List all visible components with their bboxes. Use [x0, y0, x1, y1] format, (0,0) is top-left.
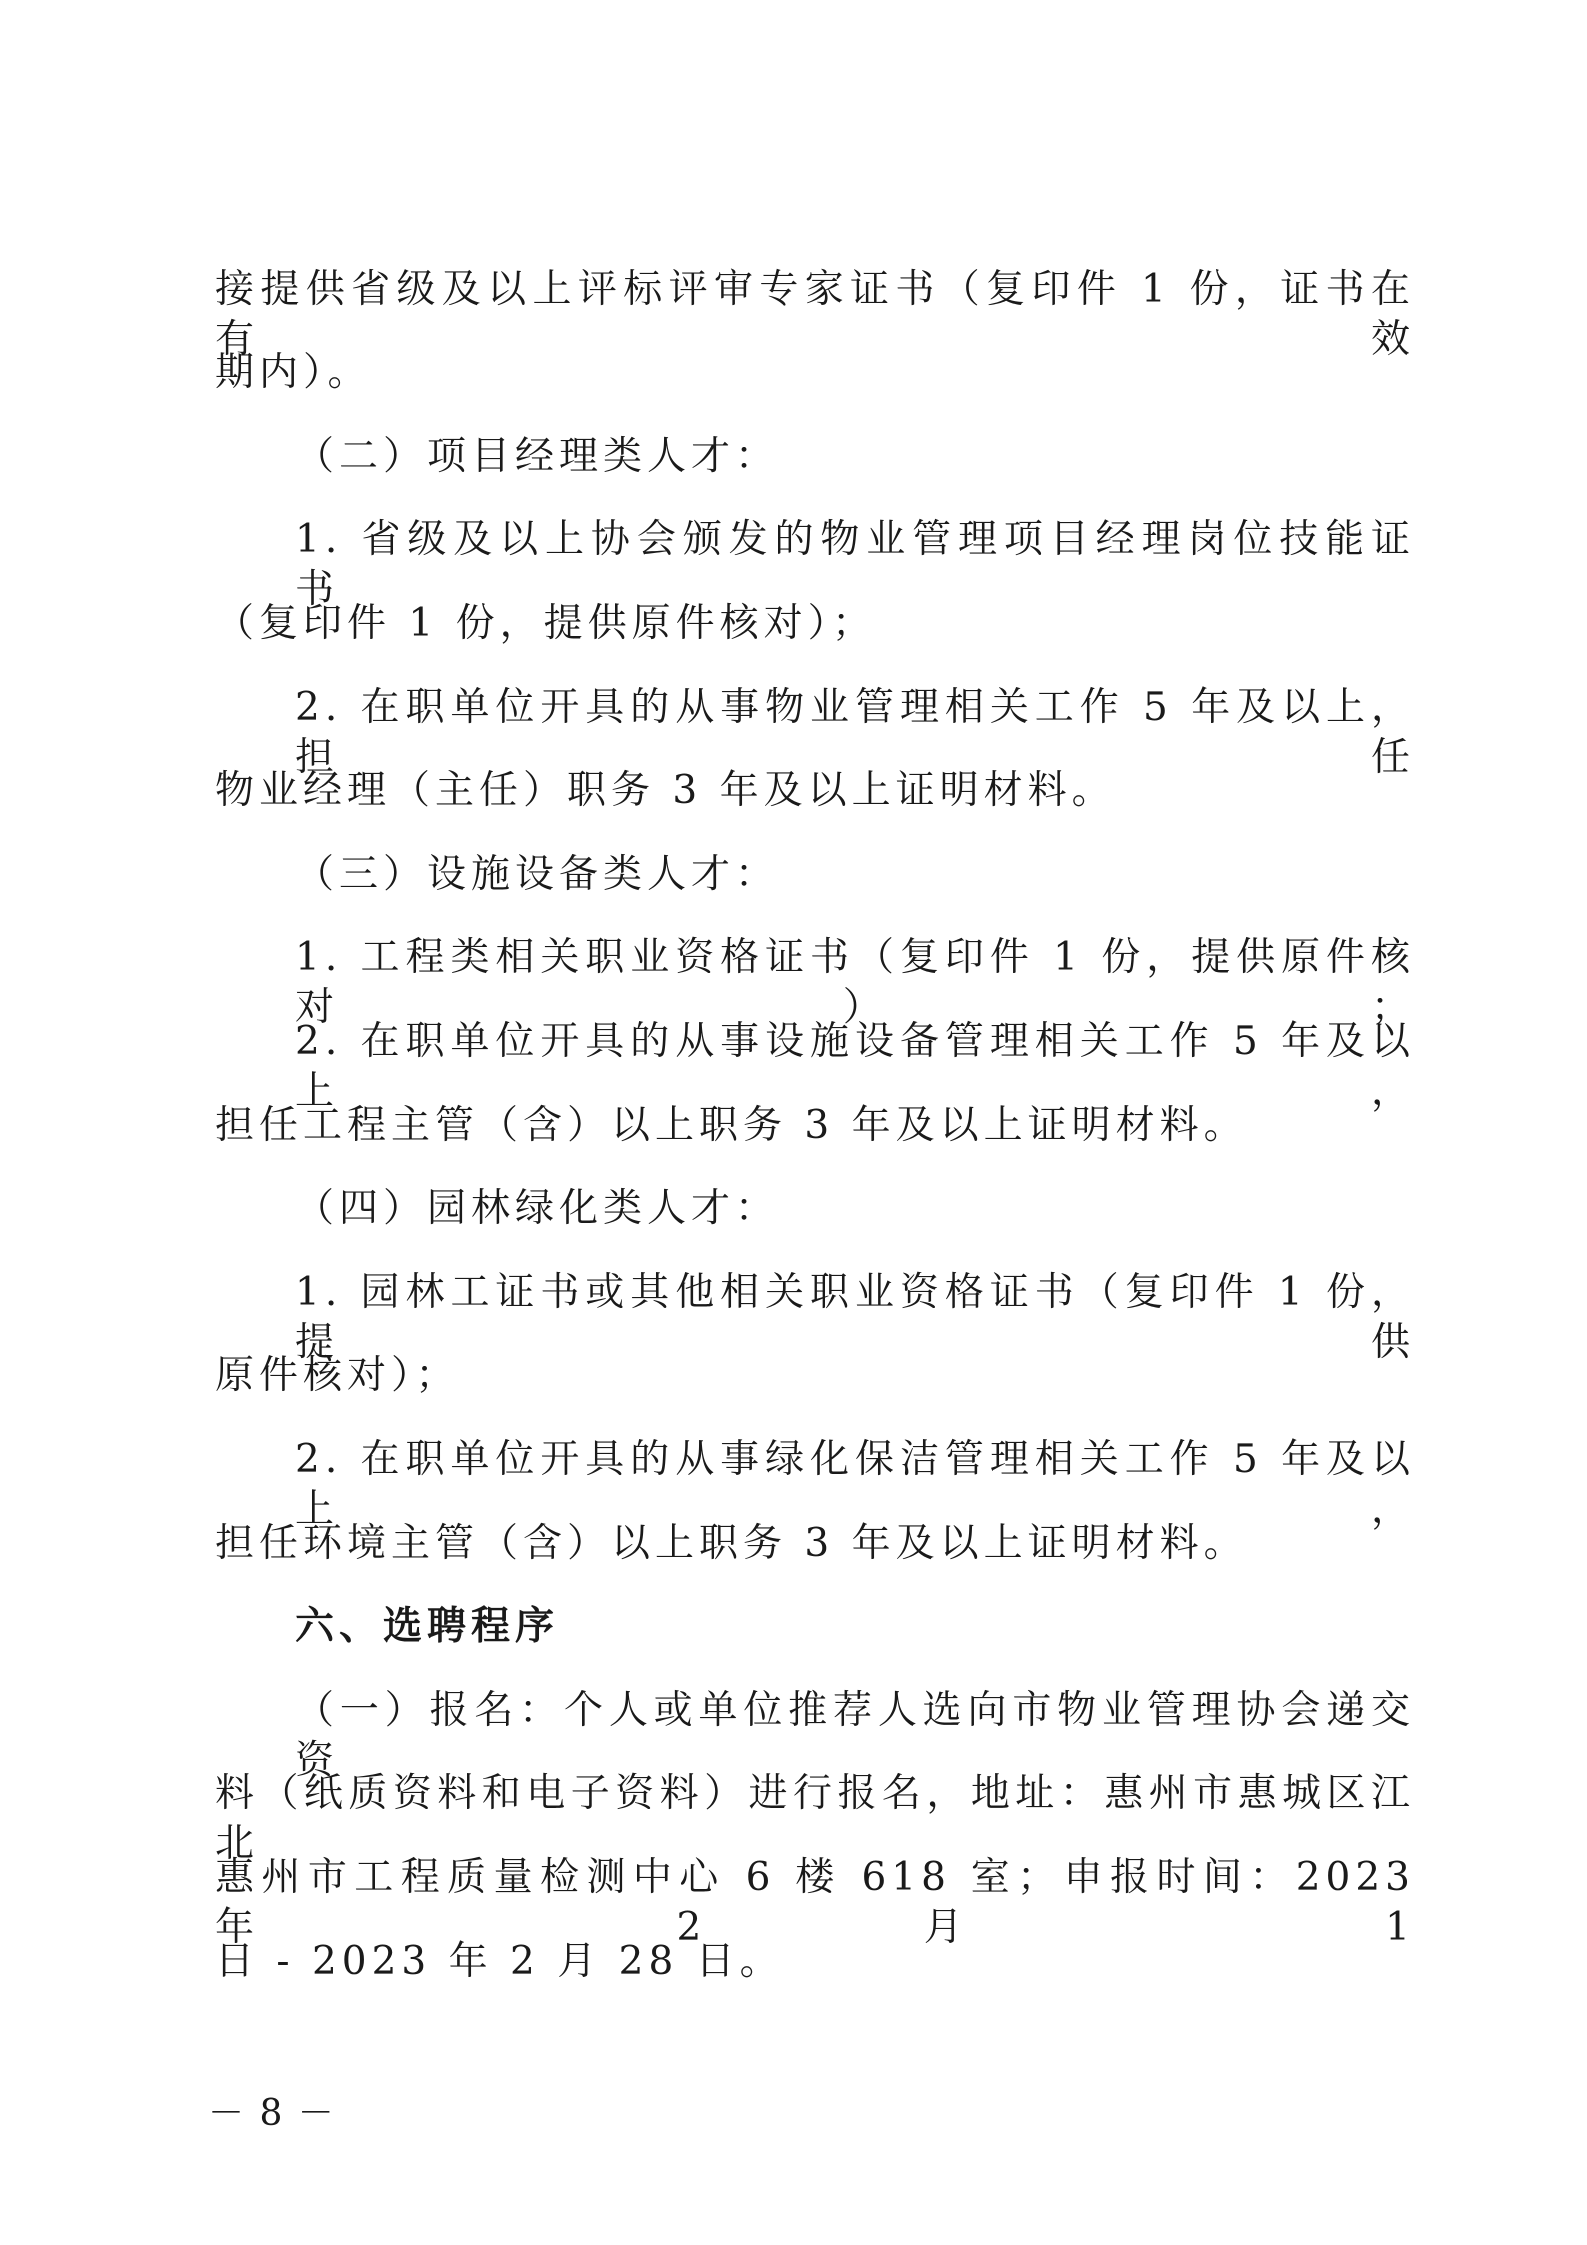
text-line: 日 - 2023 年 2 月 28 日。: [215, 1939, 784, 1984]
text-line: 1. 省级及以上协会颁发的物业管理项目经理岗位技能证书: [295, 517, 1415, 612]
text-line: 担任环境主管（含）以上职务 3 年及以上证明材料。: [215, 1521, 1248, 1566]
section-subheading: （三）设施设备类人才：: [295, 852, 780, 897]
page-number: － 8 －: [208, 2093, 336, 2134]
section-subheading: （四）园林绿化类人才：: [295, 1186, 780, 1231]
text-line: 料（纸质资料和电子资料）进行报名，地址：惠州市惠城区江北: [215, 1771, 1415, 1866]
text-line: 2. 在职单位开具的从事设施设备管理相关工作 5 年及以上，: [295, 1019, 1415, 1114]
text-line: 2. 在职单位开具的从事绿化保洁管理相关工作 5 年及以上，: [295, 1437, 1415, 1532]
text-line: 原件核对）；: [215, 1353, 460, 1398]
section-heading: 六、选聘程序: [295, 1604, 560, 1649]
text-line: 物业经理（主任）职务 3 年及以上证明材料。: [215, 768, 1116, 813]
text-line: 惠州市工程质量检测中心 6 楼 618 室；申报时间：2023 年 2 月 1: [215, 1855, 1415, 1950]
text-line: 1. 工程类相关职业资格证书（复印件 1 份，提供原件核对）；: [295, 935, 1415, 1030]
text-line: 担任工程主管（含）以上职务 3 年及以上证明材料。: [215, 1103, 1248, 1148]
text-line: 期内）。: [215, 350, 372, 395]
text-line: （复印件 1 份，提供原件核对）；: [215, 601, 877, 646]
section-subheading: （二）项目经理类人才：: [295, 434, 780, 479]
text-line: 2. 在职单位开具的从事物业管理相关工作 5 年及以上，担任: [295, 685, 1415, 780]
text-line: 1. 园林工证书或其他相关职业资格证书（复印件 1 份，提供: [295, 1270, 1415, 1365]
text-line: （一）报名：个人或单位推荐人选向市物业管理协会递交资: [295, 1688, 1415, 1783]
text-line: 接提供省级及以上评标评审专家证书（复印件 1 份，证书在有效: [215, 267, 1415, 362]
